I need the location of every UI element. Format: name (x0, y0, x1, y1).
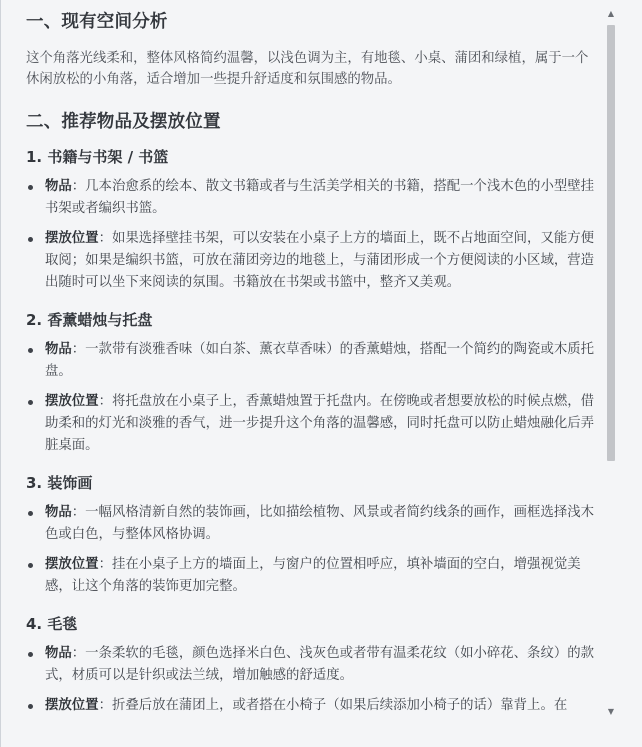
space-analysis-paragraph: 这个角落光线柔和，整体风格简约温馨，以浅色调为主，有地毯、小桌、蒲团和绿植，属于一个休闲放松的小角落，适合增加一些提升舒适度和氛围感的物品。 (26, 51, 589, 87)
bullet-dot-icon (28, 348, 33, 353)
list-item (26, 176, 601, 220)
recommendation-bullets (26, 176, 601, 294)
bullet-label: 物品 (45, 342, 72, 357)
list-item (26, 228, 601, 294)
scroll-up-icon[interactable]: ▲ (607, 9, 615, 18)
bullet-dot-icon (28, 400, 33, 405)
bullet-text: 一幅风格清新自然的装饰画，比如描绘植物、风景或者简约线条的画作，画框选择浅木色或白色，与整体风格协调。 (45, 505, 595, 542)
bullet-label: 摆放位置 (45, 231, 99, 246)
recommendation-bullets (26, 339, 601, 457)
bullet-label: 摆放位置 (45, 394, 99, 409)
bullet-dot-icon (28, 704, 33, 709)
bullet-dot-icon (28, 185, 33, 190)
bullet-dot-icon (28, 563, 33, 568)
bullet-dot-icon (28, 511, 33, 516)
bullet-separator: ： (98, 394, 112, 409)
bullet-separator: ： (71, 646, 86, 661)
recommendation-heading: 2. 香薰蜡烛与托盘 (26, 311, 153, 329)
bullet-text: 一条柔软的毛毯，颜色选择米白色、浅灰色或者带有温柔花纹（如小碎花、条纹）的款式，材质可以是针织或法兰绒，增加触感的舒适度。 (45, 646, 595, 683)
list-item (26, 502, 601, 546)
recommendation-heading: 3. 装饰画 (26, 474, 93, 492)
scroll-down-icon[interactable]: ▼ (607, 707, 615, 716)
bullet-label: 物品 (45, 646, 72, 661)
recommendation-bullets (26, 502, 601, 598)
recommendation-list (26, 146, 601, 717)
bullet-separator: ： (98, 557, 112, 572)
bullet-text: 几本治愈系的绘本、散文书籍或者与生活美学相关的书籍，搭配一个浅木色的小型壁挂书架或者编织书篮。 (45, 179, 595, 216)
bullet-text: 折叠后放在蒲团上，或者搭在小椅子（如果后续添加小椅子的话）靠背上。在 (111, 698, 568, 713)
bullet-label: 摆放位置 (45, 557, 99, 572)
section-title-space-analysis: 一、现有空间分析 (26, 12, 168, 32)
bullet-separator: ： (71, 505, 86, 520)
bullet-separator: ： (98, 231, 112, 246)
bullet-dot-icon (28, 652, 33, 657)
list-item (26, 554, 601, 598)
list-item (26, 695, 601, 717)
section-title-recommendations: 二、推荐物品及摆放位置 (26, 112, 221, 132)
recommendation-heading: 1. 书籍与书架 / 书篮 (26, 148, 169, 166)
list-item (26, 391, 601, 457)
bullet-dot-icon (28, 237, 33, 242)
list-item (26, 339, 601, 383)
bullet-separator: ： (98, 698, 112, 713)
list-item (26, 643, 601, 687)
bullet-separator: ： (71, 342, 86, 357)
scrollbar-thumb[interactable] (607, 25, 615, 461)
bullet-label: 物品 (45, 505, 72, 520)
bullet-separator: ： (71, 179, 86, 194)
vertical-scrollbar[interactable] (605, 8, 617, 718)
bullet-text: 一款带有淡雅香味（如白茶、薰衣草香味）的香薰蜡烛，搭配一个简约的陶瓷或木质托盘。 (45, 342, 595, 379)
response-content (26, 0, 601, 747)
bullet-label: 物品 (45, 179, 72, 194)
bullet-text: 如果选择壁挂书架，可以安装在小桌子上方的墙面上，既不占地面空间，又能方便取阅；如果是编织书篮，可放在蒲团旁边的地毯上，与蒲团形成一个方便阅读的小区域，营造出随时可以坐下来阅读的氛围。书籍放在书架或书篮中，整齐又美观。 (45, 231, 595, 290)
bullet-text: 将托盘放在小桌子上，香薰蜡烛置于托盘内。在傍晚或者想要放松的时候点燃，借助柔和的灯光和淡雅的香气，进一步提升这个角落的温馨感，同时托盘可以防止蜡烛融化后弄脏桌面。 (45, 394, 595, 453)
bullet-text: 挂在小桌子上方的墙面上，与窗户的位置相呼应，填补墙面的空白，增强视觉美感，让这个角落的装饰更加完整。 (45, 557, 581, 594)
bullet-label: 摆放位置 (45, 698, 99, 713)
recommendation-bullets (26, 643, 601, 717)
recommendation-heading: 4. 毛毯 (26, 615, 78, 633)
